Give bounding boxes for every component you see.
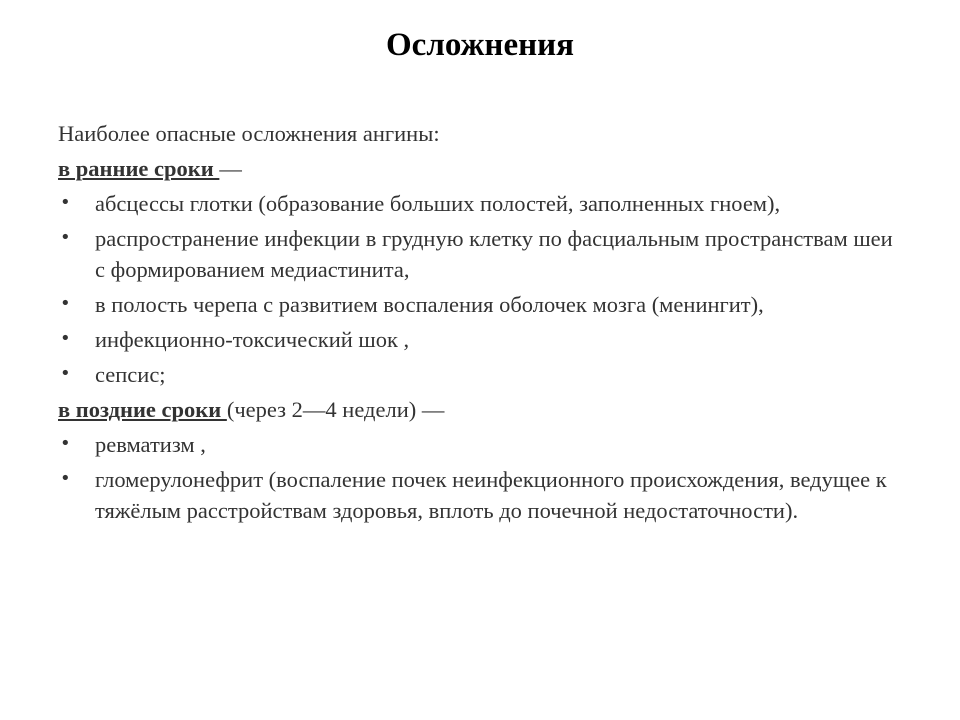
section-late-heading	[58, 394, 908, 425]
bullet-icon: •	[60, 192, 71, 213]
section-early-suffix: —	[219, 156, 242, 181]
list-item-text: ревматизм ,	[95, 432, 206, 457]
slide-content	[58, 118, 908, 530]
bullet-icon: •	[60, 293, 71, 314]
list-item	[58, 464, 908, 526]
section-late-suffix: (через 2—4 недели) —	[226, 397, 445, 422]
list-item-text: абсцессы глотки (образование больших полостей, заполненных гноем),	[95, 191, 781, 216]
list-item-text: в полость черепа с развитием воспаления оболочек мозга (менингит),	[95, 292, 764, 317]
section-late-label: в поздние сроки	[58, 397, 227, 422]
list-item	[58, 359, 908, 390]
section-early-heading	[58, 153, 908, 184]
list-item	[58, 429, 908, 460]
list-item-text: гломерулонефрит (воспаление почек неинфекционного происхождения, ведущее к тяжёлым расстройствам здоровья, вплоть до почечной недостаточности).	[95, 467, 887, 523]
list-item	[58, 223, 908, 285]
bullet-icon: •	[60, 468, 71, 489]
list-item	[58, 188, 908, 219]
early-complications-list	[58, 188, 908, 390]
bullet-icon: •	[60, 227, 71, 248]
bullet-icon: •	[60, 433, 71, 454]
list-item	[58, 324, 908, 355]
late-complications-list	[58, 429, 908, 526]
intro-text: Наиболее опасные осложнения ангины:	[58, 121, 440, 146]
slide-title: Осложнения	[386, 27, 574, 63]
section-early-label: в ранние сроки	[58, 156, 220, 181]
bullet-icon: •	[60, 363, 71, 384]
list-item-text: сепсис;	[95, 362, 166, 387]
list-item-text: распространение инфекции в грудную клетку по фасциальным пространствам шеи с формированием медиастинита,	[95, 226, 893, 282]
list-item-text: инфекционно-токсический шок ,	[95, 327, 410, 352]
list-item	[58, 289, 908, 320]
bullet-icon: •	[60, 328, 71, 349]
